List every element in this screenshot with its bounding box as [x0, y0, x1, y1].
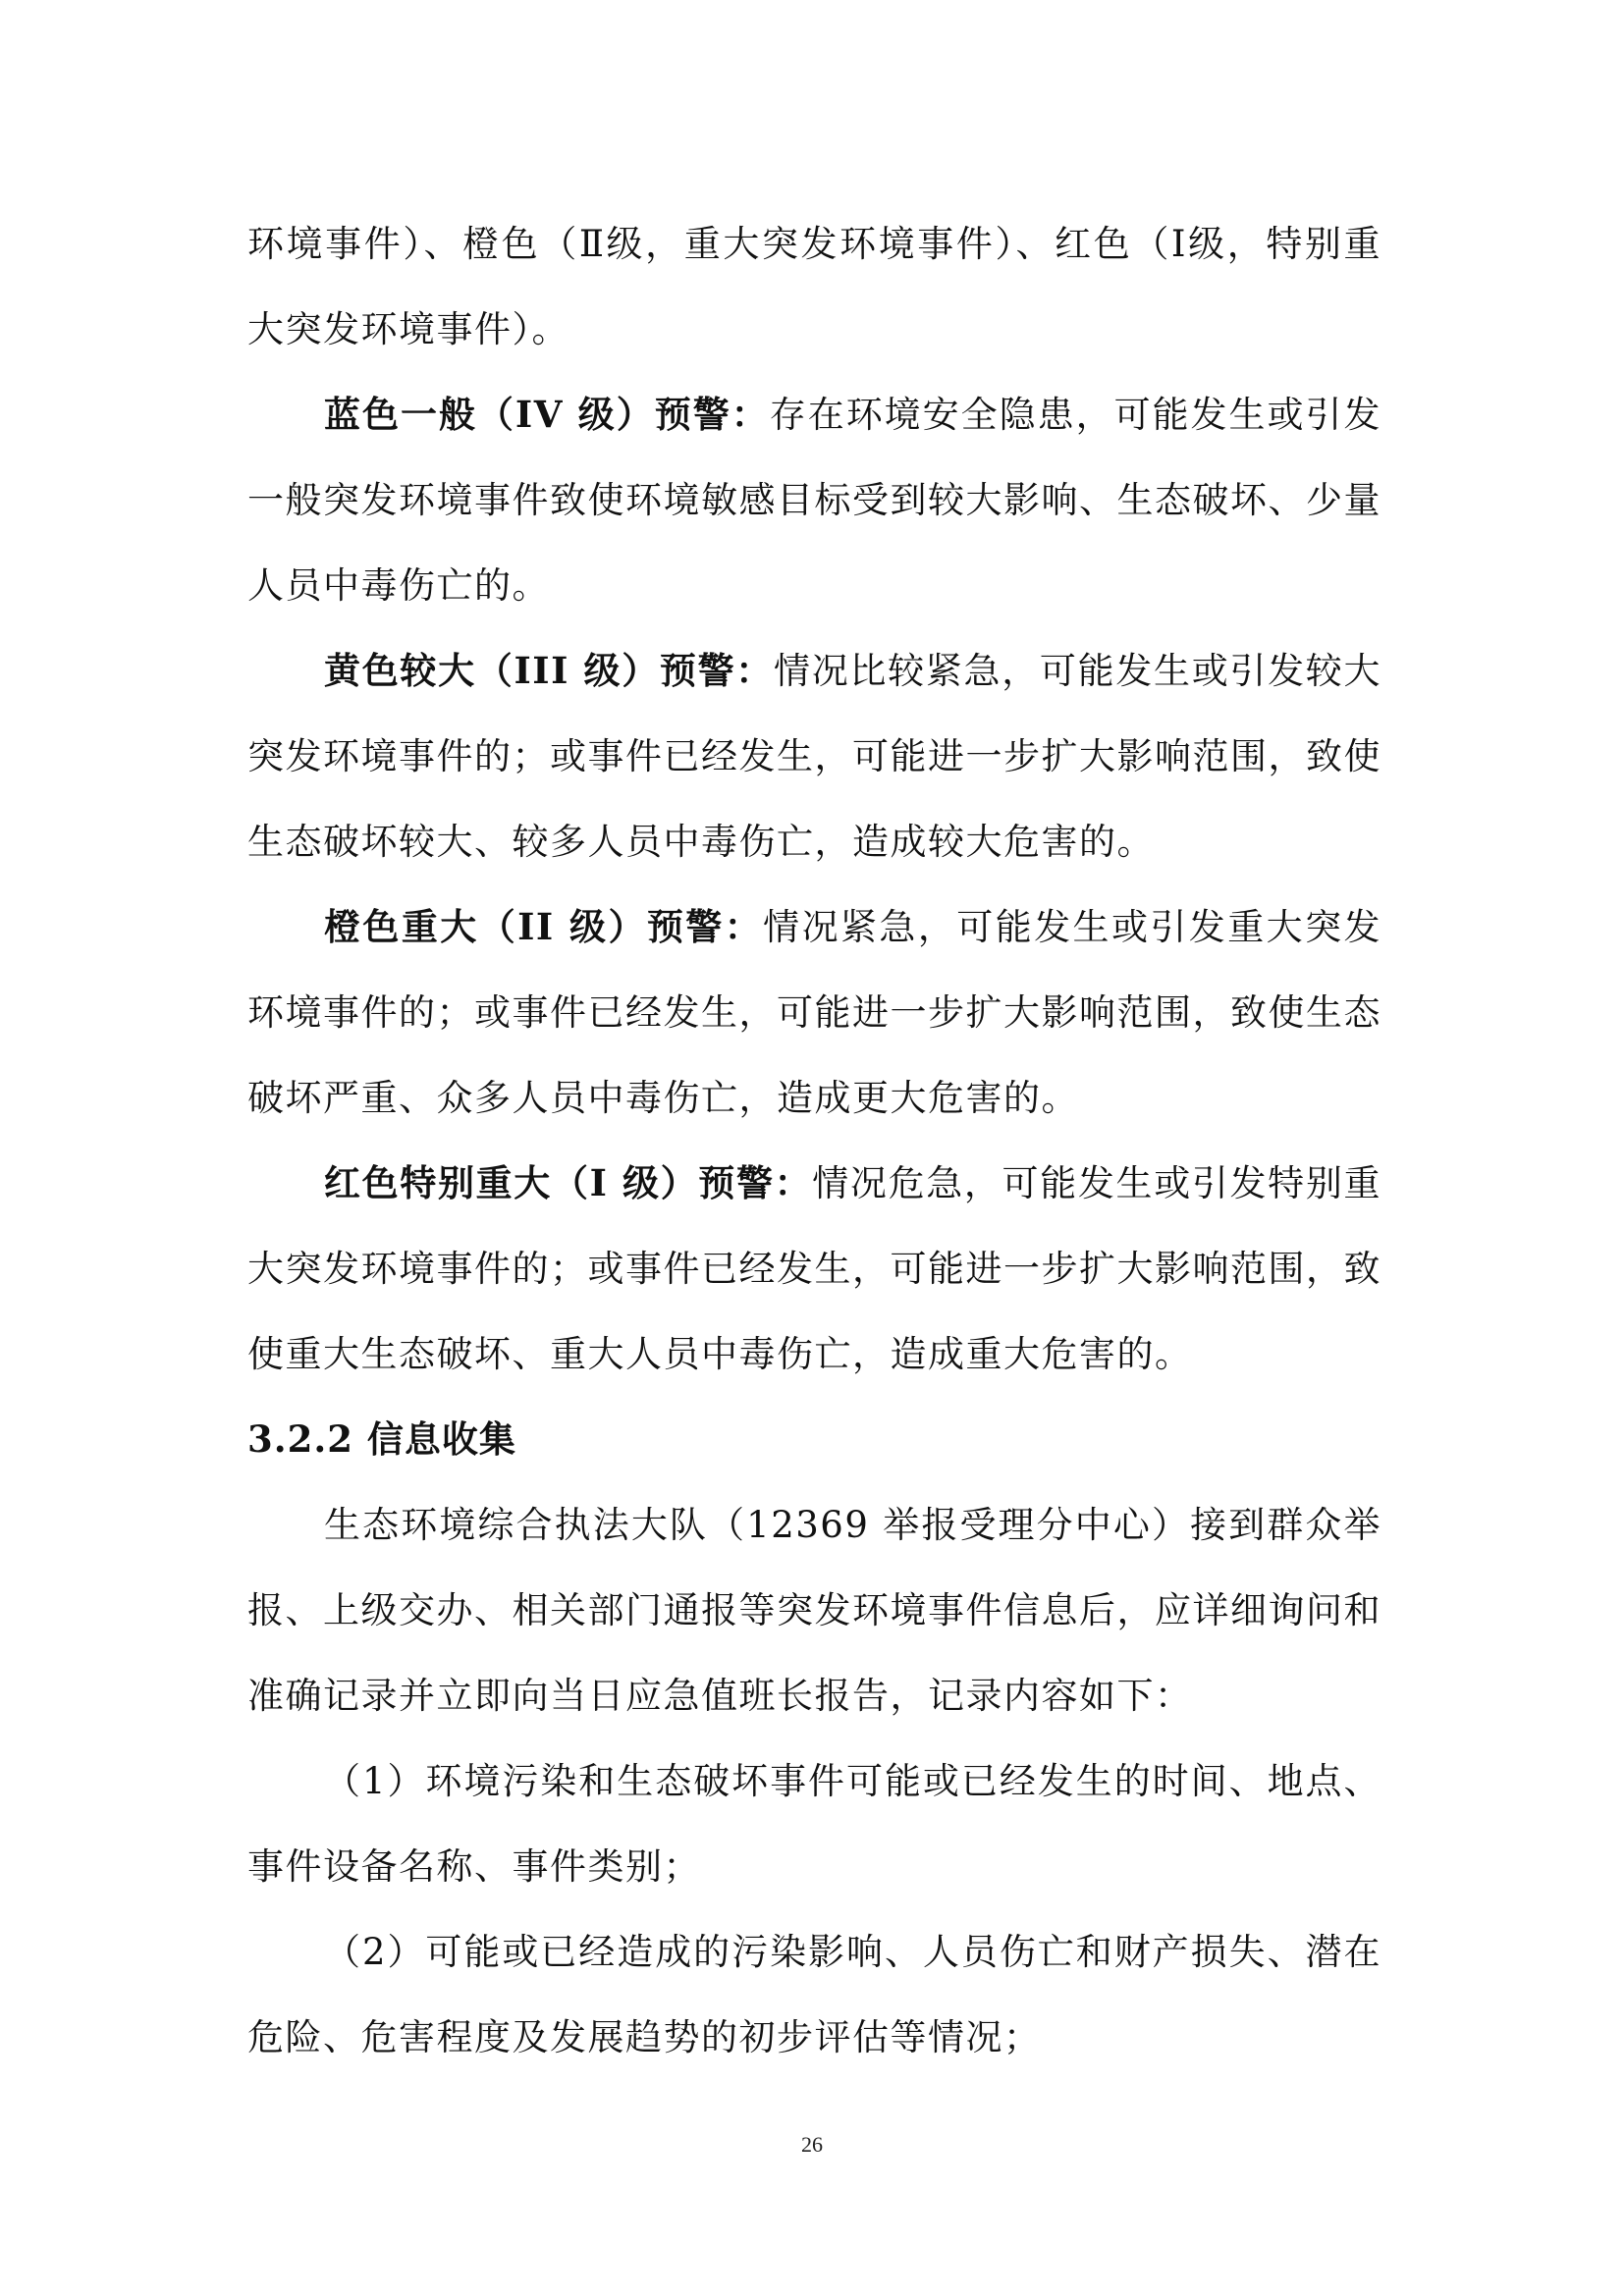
paragraph-yellow-warning — [247, 628, 1381, 884]
orange-warning-label: 橙色重大（II 级）预警： — [324, 905, 764, 948]
page-number: 26 — [801, 2132, 823, 2157]
paragraph-record-item-2 — [247, 1909, 1381, 2080]
blue-warning-label: 蓝色一般（IV 级）预警： — [324, 393, 770, 436]
paragraph-info-collection-intro — [247, 1482, 1381, 1738]
yellow-warning-label: 黄色较大（III 级）预警： — [324, 649, 774, 692]
paragraph-record-item-1 — [247, 1738, 1381, 1909]
orange-warning-text: 情况紧急，可能发生或引发重大突发环境事件的；或事件已经发生，可能进一步扩大影响范围，致使生态破坏严重、众多人员中毒伤亡，造成更大危害的。 — [247, 906, 1382, 1119]
paragraph-text: 环境事件）、橙色（Ⅱ级，重大突发环境事件）、红色（Ⅰ级，特别重大突发环境事件）。 — [247, 223, 1381, 350]
paragraph-warning-levels-continued — [247, 201, 1381, 372]
paragraph-orange-warning — [247, 884, 1381, 1141]
blue-warning-text: 存在环境安全隐患，可能发生或引发一般突发环境事件致使环境敏感目标受到较大影响、生态破坏、少量人员中毒伤亡的。 — [247, 394, 1381, 607]
section-heading-info-collection: 3.2.2 信息收集 — [247, 1417, 516, 1461]
red-warning-text: 情况危急，可能发生或引发特别重大突发环境事件的；或事件已经发生，可能进一步扩大影响范围，致使重大生态破坏、重大人员中毒伤亡，造成重大危害的。 — [247, 1162, 1381, 1375]
paragraph-blue-warning — [247, 372, 1381, 628]
red-warning-label: 红色特别重大（I 级）预警： — [324, 1161, 813, 1204]
document-body — [247, 201, 1381, 2080]
paragraph-text: 生态环境综合执法大队（12369 举报受理分中心）接到群众举报、上级交办、相关部门通报等突发环境事件信息后，应详细询问和准确记录并立即向当日应急值班长报告，记录内容如下： — [247, 1504, 1381, 1717]
paragraph-text: （2）可能或已经造成的污染影响、人员伤亡和财产损失、潜在危险、危害程度及发展趋势的初步评估等情况； — [247, 1931, 1381, 2058]
yellow-warning-text: 情况比较紧急，可能发生或引发较大突发环境事件的；或事件已经发生，可能进一步扩大影响范围，致使生态破坏较大、较多人员中毒伤亡，造成较大危害的。 — [247, 650, 1381, 863]
paragraph-text: （1）环境污染和生态破坏事件可能或已经发生的时间、地点、事件设备名称、事件类别； — [247, 1760, 1381, 1888]
paragraph-red-warning — [247, 1141, 1381, 1397]
